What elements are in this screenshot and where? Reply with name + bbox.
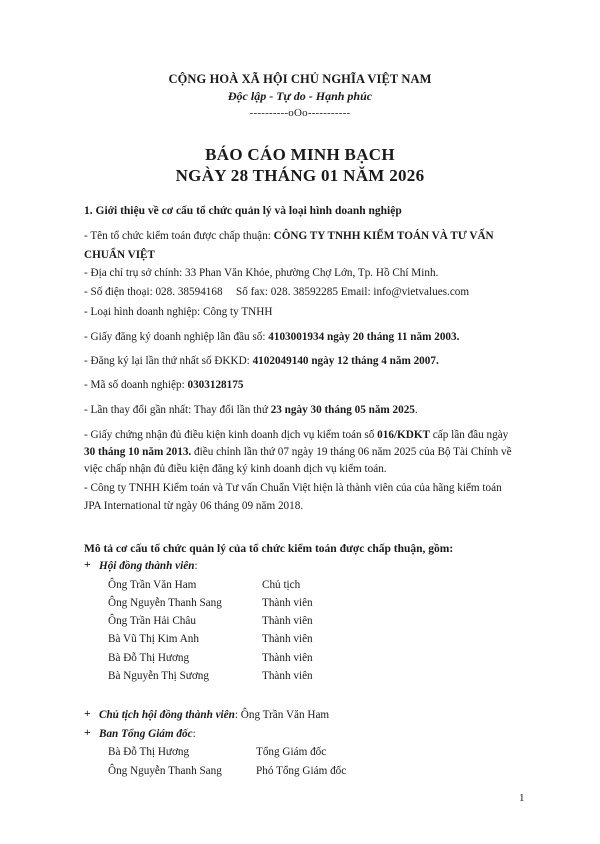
board-member-name: Bà Nguyễn Thị Sương (108, 670, 209, 682)
gd-label: Ban Tổng Giám đốc (99, 728, 193, 740)
membership-line-1: - Công ty TNHH Kiểm toán và Tư vấn Chuẩn Việt hiện là thành viên của của hãng kiểm toán (84, 482, 502, 494)
board-member-role: Thành viên (262, 597, 313, 609)
section-1-heading: 1. Giới thiệu về cơ cấu tổ chức quản lý và loại hình doanh nghiệp (84, 205, 402, 217)
board-label-line (99, 560, 198, 572)
bullet-plus: + (84, 708, 91, 720)
change-label: - Lần thay đổi gần nhất: Thay đổi lần thứ (84, 404, 268, 416)
board-member-role: Thành viên (262, 652, 313, 664)
business-type: - Loại hình doanh nghiệp: Công ty TNHH (84, 306, 273, 318)
board-label: Hội đồng thành viên (99, 560, 195, 572)
contact-line (84, 285, 536, 300)
board-member-role: Thành viên (262, 633, 313, 645)
cert-number: 016/KDKT (377, 429, 430, 441)
gd-label-line (99, 728, 196, 740)
taxcode-label: - Mã số doanh nghiệp: (84, 379, 185, 391)
reregistration-line (84, 354, 536, 369)
org-name: CÔNG TY TNHH KIỂM TOÁN VÀ TƯ VẤN (273, 230, 494, 242)
chair-line (99, 709, 329, 721)
colon: : (194, 560, 198, 572)
header-divider: ----------oOo----------- (249, 107, 351, 119)
change-end: . (414, 404, 418, 416)
reregistration-value: 4102049140 ngày 12 tháng 4 năm 2007. (252, 355, 439, 367)
report-title: BÁO CÁO MINH BẠCH (205, 145, 395, 164)
org-name-2: CHUẨN VIỆT (84, 249, 155, 261)
director-role: Phó Tổng Giám đốc (256, 765, 347, 777)
board-member-name: Ông Nguyễn Thanh Sang (108, 597, 222, 609)
board-member-role: Thành viên (262, 670, 313, 682)
fax-email: Số fax: 028. 38592285 Email: info@vietvalues.com (236, 286, 470, 298)
cert-text-a: - Giấy chứng nhận đủ điều kiện kinh doanh dịch vụ kiểm toán số (84, 429, 375, 441)
board-member-name: Bà Đỗ Thị Hương (108, 652, 190, 664)
board-member-role: Thành viên (262, 615, 313, 627)
colon: : (192, 728, 196, 740)
director-role: Tổng Giám đốc (256, 746, 327, 758)
board-member-name: Bà Vũ Thị Kim Anh (108, 633, 199, 645)
taxcode-line (84, 378, 536, 393)
org-name-line (84, 229, 536, 244)
certificate-line-1 (84, 428, 536, 443)
director-name: Bà Đỗ Thị Hương (108, 746, 190, 758)
certificate-line-2 (84, 445, 536, 460)
chair-value: : Ông Trần Văn Ham (234, 709, 330, 721)
reregistration-label: - Đăng ký lại lần thứ nhất số ĐKKD: (84, 355, 250, 367)
structure-heading: Mô tả cơ cấu tổ chức quản lý của tổ chức kiểm toán được chấp thuận, gồm: (84, 543, 454, 555)
org-name-cont (84, 248, 536, 263)
cert-text-c: cấp lần đầu ngày (432, 429, 509, 441)
phone: - Số điện thoại: 028. 38594168 (84, 286, 223, 298)
registration-line (84, 330, 536, 345)
board-member-name: Ông Trần Văn Ham (108, 579, 197, 591)
membership-line-2: JPA International từ ngày 06 tháng 09 năm 2018. (84, 500, 304, 512)
bullet-plus: + (84, 727, 91, 739)
bullet-plus: + (84, 559, 91, 571)
board-member-name: Ông Trần Hải Châu (108, 615, 196, 627)
registration-label: - Giấy đăng ký doanh nghiệp lần đầu số: (84, 331, 266, 343)
org-label: - Tên tổ chức kiểm toán được chấp thuận: (84, 230, 271, 242)
cert-date: 30 tháng 10 năm 2013. (84, 446, 192, 458)
taxcode-value: 0303128175 (187, 379, 244, 391)
director-name: Ông Nguyễn Thanh Sang (108, 765, 222, 777)
nation-header: CỘNG HOÀ XÃ HỘI CHỦ NGHĨA VIỆT NAM (168, 72, 432, 86)
chair-label: Chủ tịch hội đồng thành viên (99, 709, 235, 721)
board-member-role: Chủ tịch (262, 579, 301, 591)
cert-text-e: điều chỉnh lần thứ 07 ngày 19 tháng 06 năm 2025 của Bộ Tài Chính về (194, 446, 512, 458)
page-number: 1 (519, 792, 525, 804)
certificate-line-3: việc chấp nhận đủ điều kiện đăng ký kinh doanh dịch vụ kiểm toán. (84, 463, 387, 475)
motto: Độc lập - Tự do - Hạnh phúc (227, 89, 373, 103)
latest-change-line (84, 403, 536, 418)
report-date: NGÀY 28 THÁNG 01 NĂM 2026 (175, 166, 425, 185)
change-value: 23 ngày 30 tháng 05 năm 2025 (270, 404, 415, 416)
registration-value: 4103001934 ngày 20 tháng 11 năm 2003. (268, 331, 460, 343)
address-line: - Địa chỉ trụ sở chính: 33 Phan Văn Khỏe, phường Chợ Lớn, Tp. Hồ Chí Minh. (84, 267, 439, 279)
